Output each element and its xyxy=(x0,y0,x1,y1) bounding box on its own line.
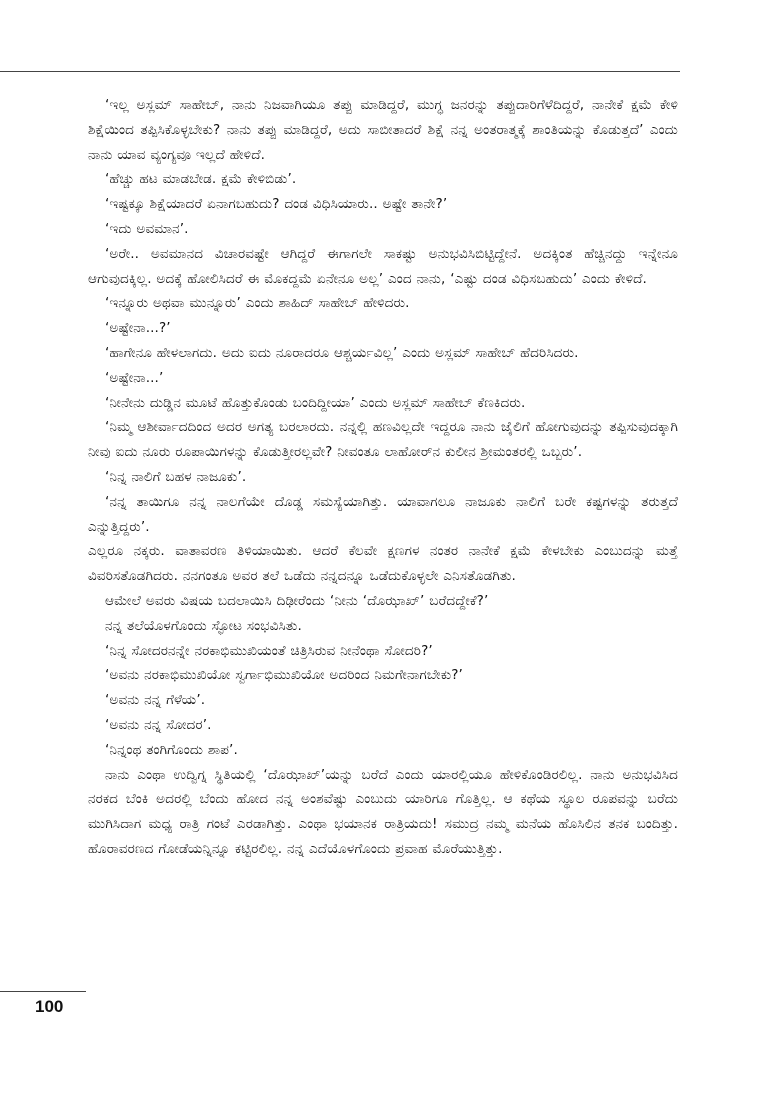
paragraph: ‘ಅವನು ನನ್ನ ಗೆಳೆಯ’. xyxy=(105,692,206,709)
paragraph: ‘ಅಷ್ಟೇನಾ...?’ xyxy=(105,320,171,337)
header-rule xyxy=(0,71,680,72)
paragraph: ‘ಅವನು ನರಕಾಭಿಮುಖಿಯೋ ಸ್ವರ್ಗಾಭಿಮುಖಿಯೋ ಅದರಿಂದ ನಿಮಗೇನಾಗಬೇಕು?’ xyxy=(105,667,463,684)
paragraph: ‘ನಿನ್ನಂಥ ತಂಗಿಗೊಂದು ಶಾಪ’. xyxy=(105,741,238,758)
paragraph: ನಾನು ಎಂಥಾ ಉದ್ವಿಗ್ನ ಸ್ಥಿತಿಯಲ್ಲಿ ‘ದೊಝಾಖ್’ಯನ್ನು ಬರೆದೆ ಎಂದು ಯಾರಲ್ಲಿಯೂ ಹೇಳಿಕೊಂಡಿರಲಿಲ್ಲ. ನಾನು ಅನುಭವಿಸಿದ ನರಕದ ಬೆಂಕಿ ಅದರಲ್ಲಿ ಬೆಂದು ಹೋದ ನನ್ನ ಅಂಶವೆಷ್ಟು ಎಂಬುದು ಯಾರಿಗೂ ಗೊತ್ತಿಲ್ಲ. ಆ ಕಥೆಯ ಸ್ಥೂಲ ರೂಪವನ್ನು ಬರೆದು ಮುಗಿಸಿದಾಗ ಮಧ್ಯ ರಾತ್ರಿ ಗಂಟೆ ಎರಡಾಗಿತ್ತು. ಎಂಥಾ ಭಯಾನಕ ರಾತ್ರಿಯದು! ಸಮುದ್ರ ನಮ್ಮ ಮನೆಯ ಹೊಸಿಲಿನ ತನಕ ಬಂದಿತ್ತು. ಹೊರಾವರಣದ ಗೋಡೆಯನ್ನಿನ್ನೂ ಕಟ್ಟಿರಲಿಲ್ಲ. ನನ್ನ ಎದೆಯೊಳಗೊಂದು ಪ್ರವಾಹ ಮೊರೆಯುತ್ತಿತ್ತು. xyxy=(88,766,678,857)
paragraph: ‘ಅಷ್ಟೇನಾ...’ xyxy=(105,369,164,386)
paragraph: ‘ನಿನ್ನ ನಾಲಿಗೆ ಬಹಳ ನಾಜೂಕು’. xyxy=(105,468,247,485)
paragraph: ‘ಹೆಚ್ಚು ಹಟ ಮಾಡಬೇಡ. ಕ್ಷಮೆ ಕೇಳಿಬಿಡು’. xyxy=(105,171,297,188)
paragraph: ‘ನಿನ್ನ ಸೋದರನನ್ನೇ ನರಕಾಭಿಮುಖಿಯಂತೆ ಚಿತ್ರಿಸಿರುವ ನೀನೆಂಥಾ ಸೋದರಿ?’ xyxy=(105,642,433,659)
paragraph: ‘ಇನ್ನೂರು ಅಥವಾ ಮುನ್ನೂರು’ ಎಂದು ಶಾಹಿದ್ ಸಾಹೇಬ್ ಹೇಳಿದರು. xyxy=(105,295,410,312)
paragraph: ‘ಇಷ್ಟಕ್ಕೂ ಶಿಕ್ಷೆಯಾದರೆ ಏನಾಗಬಹುದು? ದಂಡ ವಿಧಿಸಿಯಾರು.. ಅಷ್ಟೇ ತಾನೇ?’ xyxy=(105,196,448,213)
paragraph: ‘ನೀನೇನು ದುಡ್ಡಿನ ಮೂಟೆ ಹೊತ್ತುಕೊಂಡು ಬಂದಿದ್ದೀಯಾ’ ಎಂದು ಅಸ್ಲಮ್ ಸಾಹೇಬ್ ಕೆಣಕಿದರು. xyxy=(105,394,526,411)
page-body xyxy=(88,93,678,862)
footer-rule xyxy=(0,991,86,992)
paragraph: ‘ನಿಮ್ಮ ಆಶೀರ್ವಾದದಿಂದ ಅದರ ಅಗತ್ಯ ಬರಲಾರದು. ನನ್ನಲ್ಲಿ ಹಣವಿಲ್ಲದೇ ಇದ್ದರೂ ನಾನು ಜೈಲಿಗೆ ಹೋಗುವುದನ್ನು ತಪ್ಪಿಸುವುದಕ್ಕಾಗಿ ನೀವು ಐದು ನೂರು ರೂಪಾಯಿಗಳನ್ನು ಕೊಡುತ್ತೀರಲ್ಲವೇ? ನೀವಂತೂ ಲಾಹೋರ್‌ನ ಕುಲೀನ ಶ್ರೀಮಂತರಲ್ಲಿ ಒಬ್ಬರು’. xyxy=(88,419,678,461)
paragraph: ‘ಅರೇ.. ಅವಮಾನದ ವಿಚಾರವಷ್ಟೇ ಆಗಿದ್ದರೆ ಈಗಾಗಲೇ ಸಾಕಷ್ಟು ಅನುಭವಿಸಿಬಿಟ್ಟಿದ್ದೇನೆ. ಅದಕ್ಕಿಂತ ಹೆಚ್ಚಿನದ್ದು ಇನ್ನೇನೂ ಆಗುವುದಕ್ಕಿಲ್ಲ. ಅದಕ್ಕೆ ಹೋಲಿಸಿದರೆ ಈ ಮೊಕದ್ದಮೆ ಏನೇನೂ ಅಲ್ಲ’ ಎಂದ ನಾನು, ‘ಎಷ್ಟು ದಂಡ ವಿಧಿಸಬಹುದು’ ಎಂದು ಕೇಳಿದೆ. xyxy=(88,245,678,287)
paragraph: ಆಮೇಲೆ ಅವರು ವಿಷಯ ಬದಲಾಯಿಸಿ ದಿಢೀರೆಂದು ‘ನೀನು ‘ದೊಝಾಖ್’ ಬರೆದದ್ದೇಕೆ?’ xyxy=(105,592,489,609)
paragraph: ನನ್ನ ತಲೆಯೊಳಗೊಂದು ಸ್ಫೋಟ ಸಂಭವಿಸಿತು. xyxy=(105,617,302,634)
paragraph: ‘ಇದು ಅವಮಾನ’. xyxy=(105,220,189,237)
paragraph: ‘ಇಲ್ಲ ಅಸ್ಲಮ್ ಸಾಹೇಬ್, ನಾನು ನಿಜವಾಗಿಯೂ ತಪ್ಪು ಮಾಡಿದ್ದರೆ, ಮುಗ್ಧ ಜನರನ್ನು ತಪ್ಪುದಾರಿಗೆಳೆದಿದ್ದರೆ, ನಾನೇಕೆ ಕ್ಷಮೆ ಕೇಳಿ ಶಿಕ್ಷೆಯಿಂದ ತಪ್ಪಿಸಿಕೊಳ್ಳಬೇಕು? ನಾನು ತಪ್ಪು ಮಾಡಿದ್ದರೆ, ಅದು ಸಾಬೀತಾದರೆ ಶಿಕ್ಷೆ ನನ್ನ ಅಂತರಾತ್ಮಕ್ಕೆ ಶಾಂತಿಯನ್ನು ಕೊಡುತ್ತದೆ’ ಎಂದು ನಾನು ಯಾವ ವ್ಯಂಗ್ಯವೂ ಇಲ್ಲದೆ ಹೇಳಿದೆ. xyxy=(88,97,678,163)
paragraph: ‘ಅವನು ನನ್ನ ಸೋದರ’. xyxy=(105,716,212,733)
paragraph: ‘ಹಾಗೇನೂ ಹೇಳಲಾಗದು. ಅದು ಐದು ನೂರಾದರೂ ಆಶ್ಚರ್ಯವಿಲ್ಲ’ ಎಂದು ಅಸ್ಲಮ್ ಸಾಹೇಬ್ ಹೆದರಿಸಿದರು. xyxy=(105,344,579,361)
page-number: 100 xyxy=(35,997,64,1016)
paragraph: ಎಲ್ಲರೂ ನಕ್ಕರು. ವಾತಾವರಣ ತಿಳಿಯಾಯಿತು. ಆದರೆ ಕೆಲವೇ ಕ್ಷಣಗಳ ನಂತರ ನಾನೇಕೆ ಕ್ಷಮೆ ಕೇಳಬೇಕು ಎಂಬುದನ್ನು ಮತ್ತೆ ವಿವರಿಸತೊಡಗಿದರು. ನನಗಂತೂ ಅವರ ತಲೆ ಒಡೆದು ನನ್ನದನ್ನೂ ಒಡೆದುಕೊಳ್ಳಲೇ ಎನಿಸತೊಡಗಿತು. xyxy=(88,543,678,585)
paragraph: ‘ನನ್ನ ತಾಯಿಗೂ ನನ್ನ ನಾಲಗೆಯೇ ದೊಡ್ಡ ಸಮಸ್ಯೆಯಾಗಿತ್ತು. ಯಾವಾಗಲೂ ನಾಜೂಕು ನಾಲಿಗೆ ಬರೇ ಕಷ್ಟಗಳನ್ನು ತರುತ್ತದೆ ಎನ್ನುತ್ತಿದ್ದರು’. xyxy=(88,493,678,535)
